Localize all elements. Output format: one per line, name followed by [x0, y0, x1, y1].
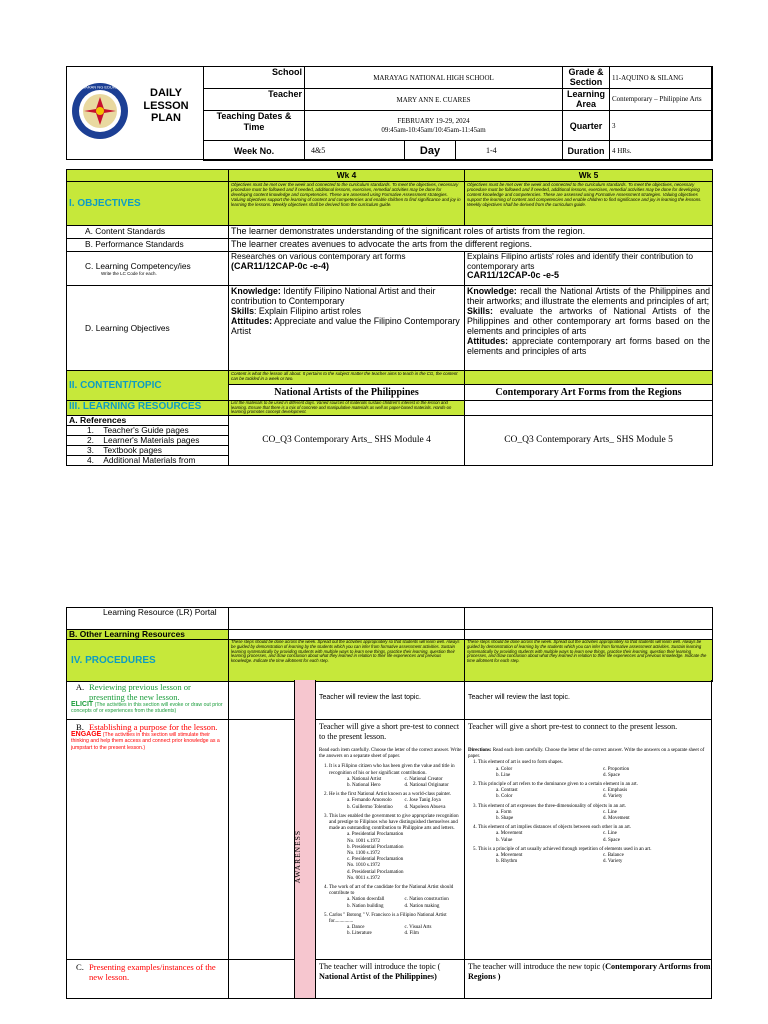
lo4-knowledge-label: Knowledge:: [231, 286, 281, 296]
engage-label: ENGAGE: [71, 731, 102, 738]
pretest-wk5-directions-label: Directions:: [468, 748, 492, 753]
pretest-wk5-directions: Read each item carefully. Choose the letter of the correct answer. Write the answers on a separate sheet of paper.: [468, 748, 705, 760]
answer-option: a. Form: [496, 809, 512, 815]
step-c-letter: C.: [76, 962, 84, 972]
answer-option: [405, 832, 463, 844]
dates-label: Teaching Dates & Time: [204, 111, 305, 141]
answer-option: d. Movement: [603, 816, 630, 822]
competency-wk5-text: Explains Filipino artists' roles and identify their contribution to contemporary arts: [467, 251, 693, 271]
lo4-skills: : Explain Filipino artist roles: [254, 306, 362, 316]
quarter-label: Quarter: [563, 111, 610, 141]
question-text: 2. He is the first National Artist known as a world-class painter.: [329, 792, 452, 798]
deped-seal-icon: [71, 82, 129, 140]
answer-option: a. National Artist: [347, 776, 382, 782]
pretest-question: [329, 885, 462, 910]
question-text: 3. This law enabled the government to give appropriate recognition and prestige to Filipinos who have distinguished themselves and made an outstanding contribution to Philippine arts and letters.: [329, 813, 459, 832]
resources-note: List the materials to be used in different days. Varied sources of materials sustain children's interest in the lesson and learning. Ensure that there is a mix of concrete and manipulative materials as well as paper-based materials. Hands-on learning promotes concept development.: [229, 401, 465, 416]
awareness-label: AWARENESS: [293, 830, 302, 884]
teacher-label: Teacher: [204, 89, 305, 111]
learning-resources-title: III. LEARNING RESOURCES: [67, 401, 229, 416]
step-a: [71, 682, 227, 715]
question-options: [329, 832, 462, 882]
step-a-letter: A.: [75, 682, 85, 692]
answer-option: [405, 845, 463, 857]
answer-option: b. Line: [496, 772, 511, 778]
answer-option: c. Line: [603, 831, 617, 837]
question-text: 1. This element of art is used to form shapes.: [478, 760, 563, 766]
answer-option: c. Line: [603, 809, 617, 815]
answer-option: d. Variety: [603, 859, 623, 865]
school-label: School: [204, 67, 305, 89]
area-label: Learning Area: [563, 89, 610, 111]
pretest-question: [478, 847, 710, 866]
answer-option: a. Nation downfall: [347, 897, 385, 903]
answer-option: a. Dance: [347, 925, 365, 931]
question-text: 2. This principle of art refers to the dominance given to a certain element in an art.: [478, 782, 638, 788]
competency-wk4-text: Researches on various contemporary art forms: [231, 251, 406, 261]
plan-title: DAILY LESSON PLAN: [143, 87, 189, 124]
grade-label: Grade & Section: [563, 67, 610, 89]
day-label: Day: [405, 141, 456, 161]
objectives-title: I. OBJECTIVES: [67, 182, 229, 226]
school-value: MARAYAG NATIONAL HIGH SCHOOL: [305, 67, 563, 89]
question-options: [329, 798, 462, 810]
lo5-skills: evaluate the artworks of National Artists of the Philippines and other contemporary art forms based on the elements and principles of arts: [467, 306, 710, 336]
learning-objectives-label: D. Learning Objectives: [67, 286, 229, 371]
ref-item-tg: 1. Teacher's Guide pages: [67, 425, 229, 435]
question-text: 5. This is a principle of art usually achieved through repetition of elements used in an art.: [478, 846, 652, 852]
quarter-value: 3: [610, 111, 713, 141]
step-a-title: Reviewing previous lesson or presenting the new lesson.: [89, 682, 191, 702]
answer-option: b. Presidential Proclamation No. 1100 s.1972: [347, 844, 404, 857]
question-text: 1. It is a Filipino citizen who has been given the value and title in recognition of his or her significant contribution.: [329, 764, 455, 776]
answer-option: b. Shape: [496, 816, 514, 822]
header-table: [203, 66, 713, 161]
ref-item-textbook: 3. Textbook pages: [67, 445, 229, 455]
objectives-note-wk5: Objectives must be met over the week and connected to the curriculum standards. To meet the objectives, necessary procedure must be followed and if needed, additional lessons, exercises, remedial activities may be done for developing content knowledge and competencies. These are assessed using Formative Assessment strategies. Valuing objectives support the learning of content and competencies and enable children to find significance and joy in learning the lessons. Weekly objectives shall be derived from the curriculum guide.: [465, 182, 713, 226]
week5-header: Wk 5: [465, 170, 713, 182]
answer-option: d. Variety: [603, 794, 623, 800]
pretest-question: [329, 913, 462, 938]
answer-option: c. Emphasis: [603, 788, 628, 794]
other-resources-label: B. Other Learning Resources: [67, 630, 229, 640]
pretest-question: [478, 760, 710, 779]
answer-option: a. Contrast: [496, 788, 518, 794]
answer-option: c. Proportion: [603, 766, 630, 772]
answer-option: [405, 857, 463, 869]
performance-standards-value: The learner creates avenues to advocate the arts from the different regions.: [229, 239, 713, 252]
answer-option: b. Nation building: [347, 903, 384, 909]
answer-option: a. Presidential Proclamation No. 1001 s.1972: [347, 832, 404, 844]
duration-label: Duration: [563, 141, 610, 161]
procedures-table: [66, 607, 713, 682]
lo5-attitudes: appreciate contemporary art forms based on the elements and principles of arts: [467, 336, 710, 356]
step-b-letter: B.: [76, 722, 84, 732]
question-text: 4. This element of art implies distances of objects between each other in an art.: [478, 825, 632, 831]
competency-wk4-code: (CAR11/12CAP-0c -e-4): [231, 260, 330, 271]
question-text: 3. This element of art expresses the three-dimensionality of objects in an art.: [478, 803, 627, 809]
pretest-wk5-items: [468, 760, 710, 865]
topic-wk4-cell: [229, 371, 465, 401]
pretest-wk5: [468, 748, 710, 868]
learning-objectives-wk5: [465, 286, 713, 371]
step-c-wk5: The teacher will introduce the new topic (Contemporary Artforms from Regions ): [468, 962, 711, 981]
lo4-attitudes-label: Attitudes:: [231, 316, 273, 326]
competencies-sub: Write the LC Code for each.: [101, 271, 157, 276]
pretest-question: [478, 825, 710, 844]
step-c-title: Presenting examples/instances of the new lesson.: [89, 962, 216, 982]
question-options: [478, 831, 710, 843]
content-note: Content is what the lesson all about. It pertains to the subject matter the teacher aims to teach in the CG, the content can be tackled in a week or two.: [231, 371, 458, 381]
question-options: [478, 767, 710, 779]
reference-wk5: CO_Q3 Contemporary Arts_ SHS Module 5: [465, 415, 713, 465]
dates-value: FEBRUARY 19-29, 2024: [397, 116, 470, 125]
competency-wk5: [465, 252, 713, 286]
lo5-skills-label: Skills:: [467, 306, 493, 316]
competency-wk5-code: CAR11/12CAP-0c -e-5: [467, 270, 560, 280]
lo4-attitudes: Appreciate and value the Filipino Contemporary Artist: [231, 316, 460, 336]
performance-standards-label: B. Performance Standards: [67, 239, 229, 252]
procedures-note-wk4: These steps should be done across the week. Spread out the activities appropriately so that students will learn well. Always be guided by demonstration of learning by the students which you can infer from formative assessment activities. Sustain learning systematically by providing students with multiple ways to learn new things, practice their learning, question their learning processes, and draw conclusion about what they learned in relation to their life experiences and previous knowledge. Indicate the time allotment for each step.: [229, 640, 465, 682]
elicit-note: (The activities in this section will evoke or draw out prior concepts of or experiences from the students): [71, 702, 223, 715]
answer-option: a. Fernando Amorsolo: [347, 798, 392, 804]
answer-option: d. Space: [603, 772, 620, 778]
answer-option: d. Nation making: [404, 903, 440, 909]
lo4-knowledge: Identify Filipino National Artist and their contribution to Contemporary: [231, 286, 436, 306]
duration-value: 4 HRs.: [610, 141, 713, 161]
competencies-cell: [67, 252, 229, 286]
answer-option: c. Jose Tanig Joya: [404, 798, 441, 804]
answer-option: b. Color: [496, 794, 513, 800]
answer-option: c. Nation construction: [404, 897, 449, 903]
question-options: [478, 810, 710, 822]
grade-value: 11-AQUINO & SILANG: [610, 67, 713, 89]
day-value: 1-4: [456, 141, 563, 161]
step-a-wk5: Teacher will review the last topic.: [468, 694, 570, 701]
competency-wk4: [229, 252, 465, 286]
week-label: Week No.: [204, 141, 305, 161]
learning-objectives-wk4: [229, 286, 465, 371]
step-b-wk5: Teacher will give a short pre-test to connect to the present lesson.: [468, 722, 678, 731]
dates-cell: [305, 111, 563, 141]
content-standards-value: The learner demonstrates understanding of the significant roles of artists from the region.: [229, 226, 713, 239]
answer-option: d. Presidential Proclamation No. 0011 s.1972: [347, 869, 404, 881]
answer-option: d. Film: [404, 931, 419, 937]
area-value: Contemporary – Philippine Arts: [610, 89, 713, 111]
question-text: 4. The work of art of the candidate for the National Artist should contribute to: [329, 885, 454, 897]
step-c-wk4: The teacher will introduce the topic ( National Artist of the Philippines): [319, 962, 441, 981]
lo5-knowledge: recall the National Artists of the Philippines and their artworks; and illustrate the elements and principles of art;: [467, 286, 710, 306]
step-c: [71, 962, 227, 982]
pretest-question: [478, 782, 710, 801]
procedures-note-wk5: These steps should be done across the week. Spread out the activities appropriately so that students will learn well. Always be guided by demonstration of learning by the students which you can infer from formative assessment activities. Sustain learning systematically by providing students with multiple ways to learn new things, practice their learning, question their learning processes, and draw conclusion about what they learned in relation to their life experiences and previous knowledge. Indicate the time allotment for each step.: [465, 640, 713, 682]
pretest-question: [329, 814, 462, 882]
competencies-label: C. Learning Competency/ies: [85, 261, 191, 271]
topic-wk5-cell: [465, 371, 713, 401]
svg-text:KAGAWARAN NG EDUKASYON: KAGAWARAN NG EDUKASYON: [71, 84, 129, 90]
answer-option: a. Color: [496, 766, 513, 772]
answer-option: d. Napoleon Abueva: [404, 804, 446, 810]
question-options: [329, 777, 462, 789]
pretest-question: [329, 792, 462, 811]
pretest-wk4-items: [319, 764, 462, 937]
question-text: 5. Carlos " Botong " V. Francisco is a Filipino National Artist for...............: [329, 912, 447, 925]
lo4-skills-label: Skills: [231, 306, 254, 316]
answer-option: a. Movement: [496, 831, 523, 837]
lo5-attitudes-label: Attitudes:: [467, 336, 509, 346]
lesson-plan-table: [66, 169, 713, 466]
question-options: [329, 925, 462, 937]
time-value: 09:45am-10:45am/10:45am-11:45am: [381, 125, 486, 134]
question-options: [478, 853, 710, 865]
answer-option: c. Presidential Proclamation No. 1010 s.1972: [347, 857, 404, 869]
step-a-wk4: Teacher will review the last topic.: [319, 694, 421, 701]
lo5-knowledge-label: Knowledge:: [467, 286, 517, 296]
answer-option: b. Value: [496, 837, 513, 843]
ref-item-lm: 2. Learner's Materials pages: [67, 435, 229, 445]
answer-option: b. Rhythm: [496, 859, 518, 865]
procedures-title: IV. PROCEDURES: [67, 640, 229, 682]
answer-option: c. Balance: [603, 853, 624, 859]
content-standards-label: A. Content Standards: [67, 226, 229, 239]
answer-option: b. Literature: [347, 931, 372, 937]
step-b-wk4: Teacher will give a short pre-test to connect to the present lesson.: [319, 722, 460, 741]
answer-option: d. Space: [603, 837, 620, 843]
week4-header: Wk 4: [229, 170, 465, 182]
topic-wk5: Contemporary Art Forms from the Regions: [465, 384, 712, 400]
teacher-value: MARY ANN E. CUARES: [305, 89, 563, 111]
answer-option: d. National Originator: [404, 783, 449, 789]
pretest-wk4: [319, 748, 462, 941]
step-b-title: Establishing a purpose for the lesson.: [89, 722, 218, 732]
answer-option: b. National Hero: [347, 783, 381, 789]
references-label: A. References: [67, 415, 229, 425]
answer-option: b. Guillermo Tolentino: [347, 804, 393, 810]
pretest-question: [478, 804, 710, 823]
question-options: [478, 788, 710, 800]
answer-option: a. Movement: [496, 853, 523, 859]
procedures-body: [66, 680, 712, 999]
answer-option: c. Visual Arts: [404, 925, 432, 931]
lr-portal: Learning Resource (LR) Portal: [67, 608, 229, 630]
answer-option: c. National Creator: [404, 776, 443, 782]
pretest-wk4-directions: Read each item carefully. Choose the letter of the correct answer. Write the answers on a separate sheet of paper.: [319, 748, 462, 760]
ref-item-additional: 4. Additional Materials from: [67, 455, 229, 465]
answer-option: [405, 870, 463, 882]
content-topic-title: II. CONTENT/TOPIC: [67, 371, 229, 401]
engage-note: (The activities in this section will stimulate their thinking and help them access and connect prior knowledge as a jumpstart to the present lesson.): [71, 732, 220, 751]
pretest-question: [329, 764, 462, 789]
week-value: 4&5: [305, 141, 405, 161]
question-options: [329, 897, 462, 909]
objectives-note-wk4: Objectives must be met over the week and connected to the curriculum standards. To meet the objectives, necessary procedure must be followed and if needed, additional lessons, exercises, remedial activities may be done for developing content knowledge and competencies. These are assessed using Formative Assessment strategies. Valuing objectives support the learning of content and competencies and enable children to find significance and joy in learning the lessons. Weekly objectives shall be derived from the curriculum guide.: [229, 182, 465, 226]
reference-wk4: CO_Q3 Contemporary Arts_ SHS Module 4: [229, 415, 465, 465]
elicit-label: ELICIT: [71, 701, 94, 708]
topic-wk4: National Artists of the Philippines: [229, 384, 464, 400]
step-b: [71, 722, 227, 751]
